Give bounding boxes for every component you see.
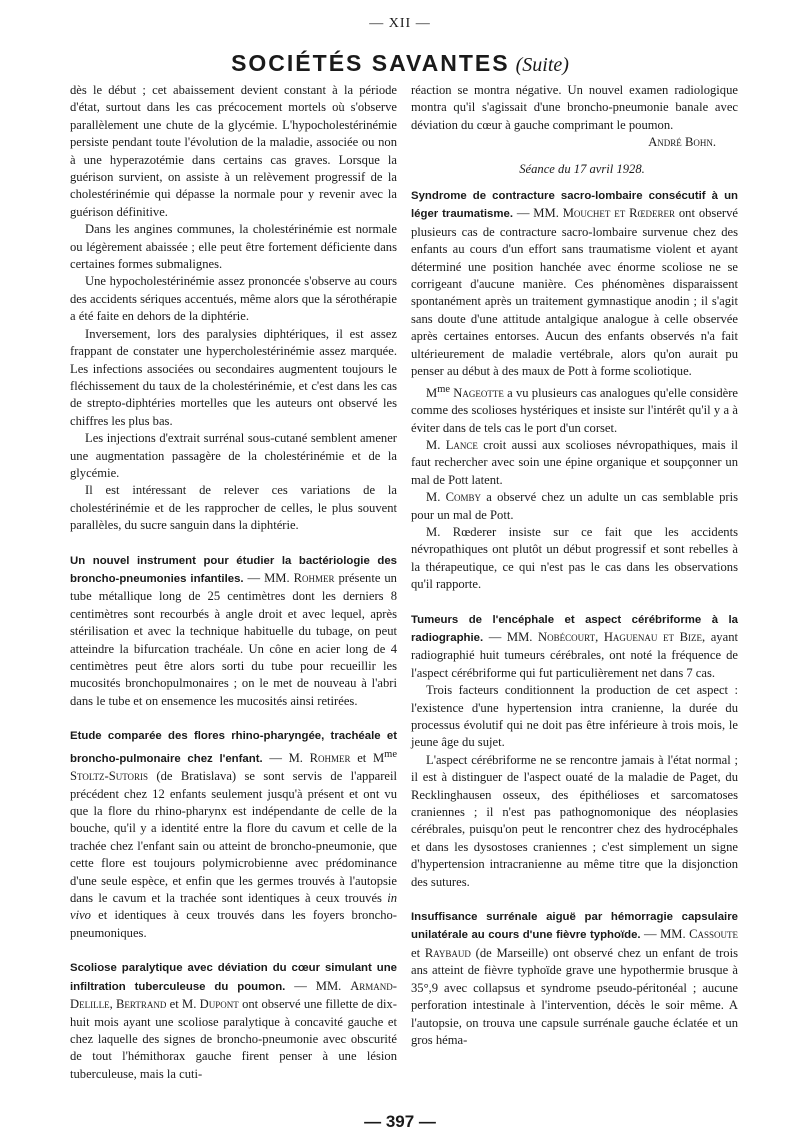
- running-title-suite: (Suite): [515, 54, 569, 76]
- conjunction: et: [411, 945, 425, 960]
- italic-term: in vivo: [70, 891, 397, 923]
- author-name: Nageotte: [450, 385, 504, 400]
- paragraph: M. Rœderer insiste sur ce fait que les accidents névropathiques ont plutôt un début progressif et sont rebelles à la thérapeutique, ce qui n'est pas le cas dans les observations qu'il rapporte.: [411, 524, 738, 592]
- section-text: ont observé une fillette de dix-huit mois ayant une scoliose paralytique à concavité gauche et chez laquelle des signes de broncho-pneumonie avec obscurité de tout l'hémithorax gauche firent penser à une lésion tuberculeuse, mais la cuti-: [70, 997, 397, 1081]
- author-name: Lance: [445, 437, 478, 452]
- paragraph: [411, 489, 738, 524]
- title-prefix: M: [426, 385, 438, 400]
- section-heading: Syndrome de contracture sacro-lombaire consécutif à un léger traumatisme.: [411, 190, 738, 221]
- separator: — MM.: [243, 570, 294, 585]
- paragraph: Les injections d'extrait surrénal sous-cutané semblent amener une augmentation passagère de la cholestérinémie et de la glycémie.: [70, 431, 397, 480]
- separator: — MM.: [513, 206, 563, 221]
- separator: — MM.: [285, 978, 351, 993]
- left-column: [70, 82, 397, 1083]
- section-text: a observé chez un adulte un cas semblable pris pour un mal de Pott.: [411, 490, 738, 522]
- section-text: (de Marseille) ont observé chez un enfant de trois ans atteint de fièvre typhoïde grave une hypothermie brusque à 35°,9 avec collapsus et syndrome pseudo-péritonéal ; aucune perforation intestinale à l'intervention, décès le soir même. A l'autopsie, on trouva une capsule surrénale gauche éclatée et un gros héma-: [411, 945, 738, 1047]
- running-title-text: SOCIÉTÉS SAVANTES: [231, 50, 510, 76]
- paragraph: Inversement, lors des paralysies diphtériques, il est assez frappant de constater une hypercholestérinémie assez marquée. Les infections associées ou secondaires augmentent toujours le fléchissement du taux de la cholestérinémie, et c'est dans les cas de strepto-diphtéries mortelles que les auteurs ont observé les chiffres les plus bas.: [70, 326, 397, 428]
- section-text: croit aussi aux scolioses névropathiques, mais il faut rechercher avec soin une épine organique et soupçonner un mal de Pott latent.: [411, 437, 738, 487]
- separator: — MM.: [640, 927, 690, 942]
- author-name: Comby: [445, 490, 481, 505]
- title-prefix: M.: [426, 490, 446, 505]
- section-flores: [70, 727, 397, 942]
- conjunction: et M: [350, 750, 385, 765]
- author-name: Cassoute: [689, 927, 739, 942]
- conjunction: et M.: [166, 997, 200, 1012]
- section-heading: Un nouvel instrument pour étudier la bactériologie des broncho-pneumonies infantiles.: [70, 554, 397, 585]
- section-text: (de Bratislava) se sont servis de l'appareil précédent chez 12 enfants seulement jusqu'à présent et ont vu que la flore du rhino-pharynx est indépendante de celle de la bouche, qu'il y a identité entre la flore du cavum et celle de la trachée chez l'enfant sain ou atteint de broncho-pneumonie, que cette flore est toujours polymicrobienne avec prédominance d'une seule espèce, et enfin que les germes trouvés à l'autopsie dans le cavum et la trachée sont identiques à ceux trouvés: [70, 769, 397, 906]
- section-syndrome: [411, 187, 738, 380]
- section-text: et identiques à ceux trouvés dans les foyers broncho-pneumoniques.: [70, 908, 397, 940]
- section-tumeurs: [411, 611, 738, 683]
- title-prefix: M.: [426, 437, 446, 452]
- section-scoliose: [70, 959, 397, 1083]
- section-heading: Insuffisance surrénale aiguë par hémorragie capsulaire unilatérale au cours d'une fièvre typhoïde.: [411, 911, 738, 942]
- separator: — MM.: [483, 629, 539, 644]
- section-text: ont observé plusieurs cas de contracture sacro-lombaire survenue chez des enfants au cours d'un effort sans traumatisme violent et ayant déterminé une position hanchée avec énorme scoliose ne se corrigeant d'aucune manière. Ces phénomènes disparaissent spontanément après un traitement gymnastique anodin ; il s'agit sans doute d'une attitude antalgique analogue à celle observée après certaines entorses. Aucun des enfants observés n'a fait ultérieurement de maladie vertébrale, alors qu'on aurait pu penser au début à des maux de Pott à forme scoliotique.: [411, 206, 738, 379]
- author-name: Stoltz-Sutoris: [70, 769, 149, 784]
- paragraph: [411, 381, 738, 437]
- session-date: Séance du 17 avril 1928.: [519, 161, 645, 176]
- author-name: Rohmer: [309, 750, 351, 765]
- paragraph: L'aspect cérébriforme ne se rencontre jamais à l'état normal ; il est à distinguer de l'aspect ouaté de la maladie de Paget, du Recklinghausen osseux, des épithélioses et sarcomatoses craniennes ; il n'est pas pathognomonique des néoplasies cérébrales, puisqu'on peut le rencontrer chez des hydrocéphales et dans les dysostoses craniennes ; c'est simplement un signe d'hypertension intracranienne au même titre que la disjonction des sutures.: [411, 752, 738, 889]
- title-superscript: me: [437, 383, 451, 395]
- author-name: Dupont: [199, 997, 239, 1012]
- section-text: , ayant radiographié huit tumeurs cérébrales, ont noté la fréquence de l'aspect cérébriforme qui fut particulièrement net dans 7 cas.: [411, 629, 738, 680]
- author-name: Mouchet et Rœderer: [562, 206, 676, 221]
- page-number-roman: — XII —: [369, 16, 431, 31]
- section-text: a vu plusieurs cas analogues qu'elle considère comme des scolioses hystériques et insiste sur l'intérêt qu'il y a à éviter dans de tels cas le port d'un corset.: [411, 385, 738, 435]
- paragraph: [411, 437, 738, 489]
- author-name: Nobécourt, Haguenau et Bize: [538, 629, 702, 644]
- section-insuffisance: [411, 908, 738, 1049]
- page-number: — 397 —: [364, 1112, 436, 1131]
- section-heading: Tumeurs de l'encéphale et aspect cérébriforme à la radiographie.: [411, 613, 738, 644]
- author-name: Rohmer: [293, 570, 335, 585]
- title-superscript: me: [384, 748, 397, 760]
- paragraph: Dans les angines communes, la cholestérinémie est normale ou légèrement abaissée ; elle peut être fortement déficiente dans certaines formes submalignes.: [70, 222, 397, 272]
- author-name: Raybaud: [424, 945, 471, 960]
- paragraph: Une hypocholestérinémie assez prononcée s'observe au cours des accidents sériques accentués, même alors que la sérothérapie a été faite en dehors de la diphtérie.: [70, 274, 397, 324]
- running-title: [0, 50, 800, 77]
- section-heading: Etude comparée des flores rhino-pharyngée, trachéale et broncho-pulmonaire chez l'enfant.: [70, 730, 397, 765]
- section-text: présente un tube métallique long de 25 centimètres dont les derniers 8 centimètres sont recourbés à angle droit et avec lequel, après stérilisation et avec la technique habituelle du tubage, on peut atteindre la bifurcation trachéale. Un cône en acier long de 4 centimètres peut être alors sorti du tube pour recueillir les mucosités bronchopulmonaires ; on le met de nouveau à l'abri dans le tube et on ensemence les mucosités ainsi retirées.: [70, 570, 397, 708]
- right-column: [411, 82, 738, 1049]
- section-heading: Scoliose paralytique avec déviation du cœur simulant une infiltration tuberculeuse du poumon.: [70, 962, 397, 993]
- paragraph: Trois facteurs conditionnent la production de cet aspect : l'existence d'une hypertension intra cranienne, la durée du processus évolutif qui ne doit pas être inférieure à trois mois, le jeune âge du sujet.: [411, 683, 738, 750]
- paragraph: réaction se montra négative. Un nouvel examen radiologique montra qu'il s'agissait d'une broncho-pneumonie banale avec déviation du cœur à gauche comprimant le poumon.: [411, 83, 738, 132]
- section-instrument: [70, 552, 397, 711]
- signature: André Bohn.: [648, 135, 716, 150]
- paragraph: dès le début ; cet abaissement devient constant à la période d'état, surtout dans les cas précocement mortels où s'observe parallèlement une chute de la glycémie. L'hypocholestérinémie persiste pendant toute l'évolution de la maladie, associée ou non à une hyperazotémie dans certains cas graves. Lorsque la guérison survient, on assiste à un relèvement progressif de la cholestérinémie qui dépasse la normale pour y revenir avec la guérison définitive.: [70, 83, 397, 219]
- author-name: Armand-Delille, Bertrand: [70, 978, 397, 1012]
- paragraph: Il est intéressant de relever ces variations de la cholestérinémie et de les rapprocher de celles, le plus souvent parallèles, du sucre sanguin dans la diphtérie.: [70, 483, 397, 533]
- separator: — M.: [262, 750, 310, 765]
